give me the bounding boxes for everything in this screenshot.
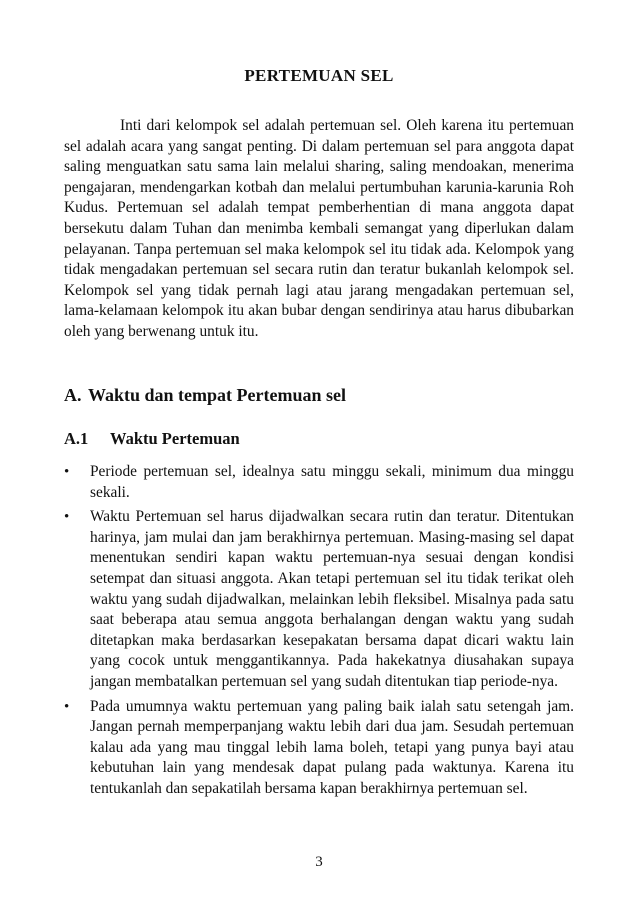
bullet-icon: •	[64, 464, 70, 480]
section-title: Waktu dan tempat Pertemuan sel	[88, 385, 346, 405]
list-item-text: Pada umumnya waktu pertemuan yang paling baik ialah satu setengah jam. Jangan pernah memperpanjang waktu lebih dari dua jam. Sesudah pertemuan kalau ada yang mau tinggal lebih lama boleh, tetapi yang punya bayi atau kebutuhan lain yang mendesak dapat pulang pada waktunya. Karena itu tentukanlah dan sepakatilah bersama kapan berakhirnya pertemuan sel.	[90, 697, 574, 797]
subsection-heading	[64, 429, 240, 449]
list-item	[64, 462, 574, 503]
intro-paragraph: Inti dari kelompok sel adalah pertemuan sel. Oleh karena itu pertemuan sel adalah acara yang sangat penting. Di dalam pertemuan sel para anggota dapat saling menguatkan satu sama lain melalui sharing, saling mendoakan, menerima pengajaran, mendengarkan kotbah dan melalui pertumbuhan karunia-karunia Roh Kudus. Pertemuan sel adalah tempat pemberhentian di mana anggota dapat bersekutu dalam Tuhan dan menimba kembali semangat yang diperlukan dalam pelayanan. Tanpa pertemuan sel maka kelompok sel itu tidak ada. Kelompok yang tidak mengadakan pertemuan sel secara rutin dan teratur bukanlah kelompok sel. Kelompok sel yang tidak pernah lagi atau jarang mengadakan pertemuan sel, lama-kelamaan kelompok itu akan bubar dengan sendirinya atau harus dibubarkan oleh yang berwenang untuk itu.	[64, 117, 574, 340]
section-number: A.	[64, 385, 82, 405]
page-title: PERTEMUAN SEL	[244, 66, 394, 85]
bullet-icon: •	[64, 509, 70, 526]
list-item-text: Waktu Pertemuan sel harus dijadwalkan secara rutin dan teratur. Ditentukan harinya, jam mulai dan jam berakhirnya pertemuan. Masing-masing sel dapat menentukan sendiri kapan waktu pertemuan-nya sesuai dengan kondisi setempat dan situasi anggota. Akan tetapi pertemuan sel itu tidak terikat oleh waktu yang sudah dijadwalkan, melainkan lebih fleksibel. Misalnya pada satu saat beberapa atau semua anggota berhalangan dengan waktu yang sudah ditetapkan maka berdasarkan kesepakatan bersama dapat dicari waktu lain yang cocok untuk menggantikannya. Pada hakekatnya diusahakan supaya jangan membatalkan pertemuan sel yang sudah ditentukan tiap periode-nya.	[90, 508, 574, 690]
list-item	[64, 507, 574, 692]
list-item	[64, 697, 574, 800]
list-item-text: Periode pertemuan sel, idealnya satu minggu sekali, minimum dua minggu sekali.	[90, 463, 574, 501]
bullet-icon: •	[64, 698, 70, 715]
section-heading	[64, 385, 346, 406]
bullet-list	[64, 462, 574, 804]
page-number: 3	[315, 854, 323, 870]
subsection-title: Waktu Pertemuan	[110, 429, 240, 448]
subsection-number: A.1	[64, 429, 89, 448]
